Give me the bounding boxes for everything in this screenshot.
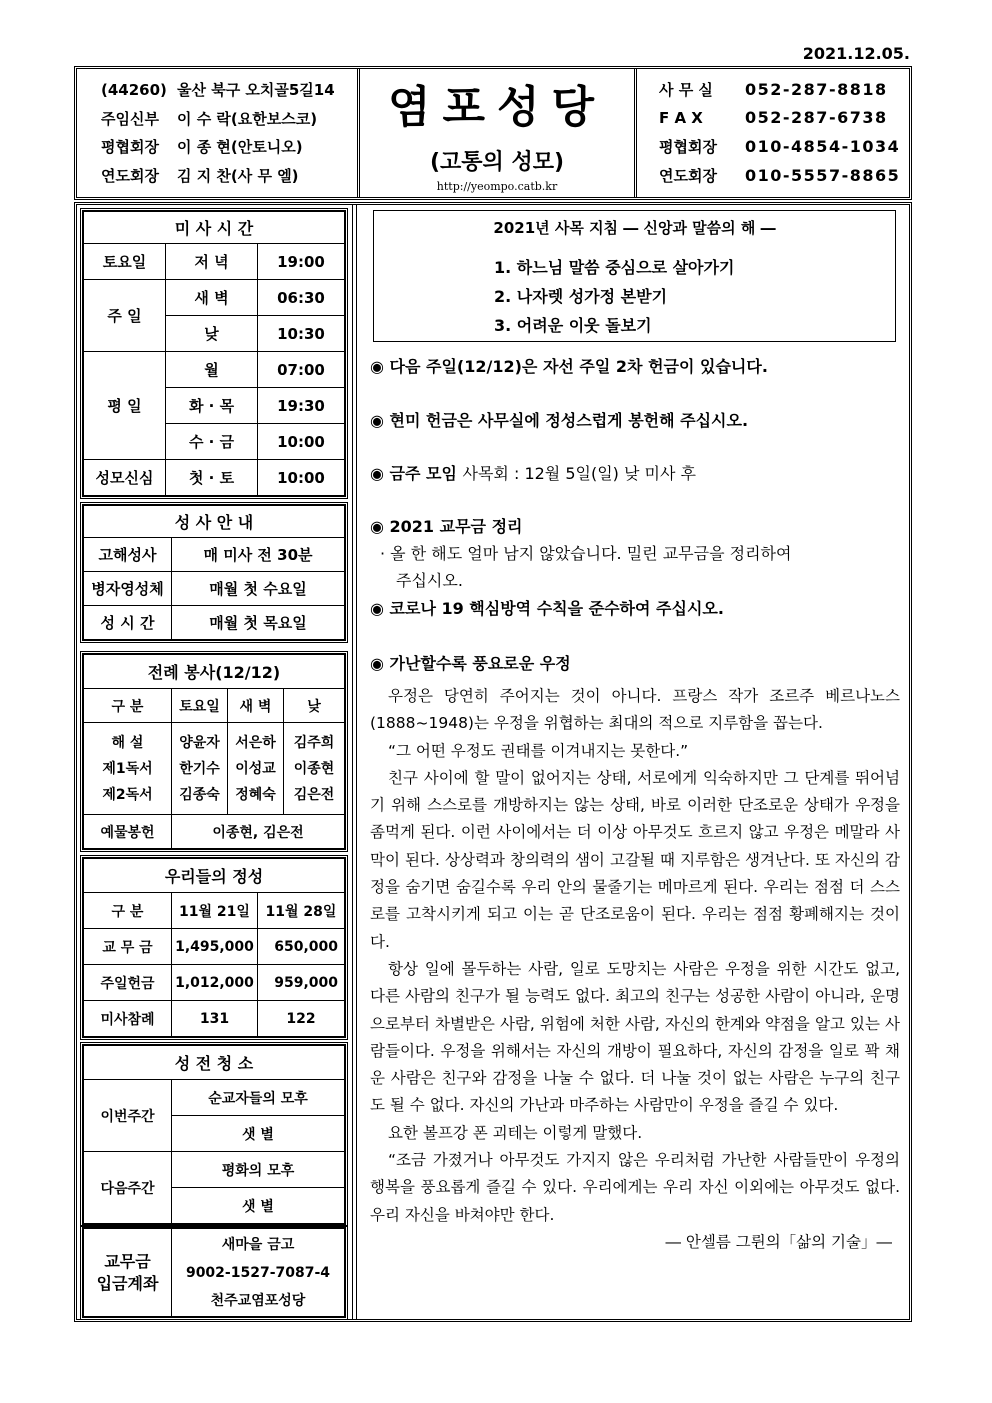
parish-title: 염포성당	[387, 82, 606, 133]
column-divider	[352, 205, 357, 1319]
sacrament-table	[83, 505, 345, 640]
parish-url[interactable]: http://yeompo.catb.kr	[436, 180, 558, 193]
mass-time: 19:00	[258, 244, 345, 280]
mass-day: 평 일	[84, 352, 166, 460]
server-name: 한기수	[179, 760, 220, 777]
mass-time: 10:00	[258, 424, 345, 460]
mass-times-table	[83, 211, 345, 496]
notice-text: 사목회 : 12월 5일(일) 낮 미사 후	[462, 464, 697, 483]
parish-info	[77, 69, 357, 197]
donation-label: 미사참례	[84, 1001, 172, 1037]
council-name: 이 종 현(안토니오)	[177, 138, 303, 156]
pastor-row	[101, 108, 357, 137]
week-label: 다음주간	[84, 1152, 172, 1224]
sacrament-label: 병자영성체	[84, 572, 172, 606]
essay-paragraph: 항상 일에 몰두하는 사람, 일로 도망치는 사람은 우정을 위한 시간도 없고, 다른 사람의 친구가 될 능력도 없다. 최고의 친구는 성공한 사람이 아니라, 운명으로부터 차별받은 사람, 위험에 처한 사람, 자신의 한계와 약점을 알고 있는 사람들이다. 우정을 위해서는 자신의 개방이 필요하다, 자신의 감정을 일로 꽉 채운 사람은 친구와 감정을 나눌 수 없다. 더 나눌 것이 없는 사람은 누구의 친구도 될 수 없다. 자신의 가난과 마주하는 사람만이 우정을 즐길 수 있다.	[370, 959, 900, 1115]
account-label-line: 교무금	[104, 1251, 151, 1271]
cleaning-table	[83, 1045, 345, 1224]
liturgy-noon	[284, 723, 345, 815]
cleaning-group: 평화의 모후	[172, 1152, 345, 1188]
donation-box	[80, 855, 348, 1040]
notice-text: · 올 한 해도 얼마 남지 않았습니다. 밀린 교무금을 정리하여	[380, 544, 792, 563]
account-label	[84, 1229, 172, 1317]
contact-label: 사 무 실	[659, 81, 713, 99]
account-box	[80, 1225, 348, 1320]
donation-label: 교 무 금	[84, 929, 172, 965]
sacrament-box	[80, 502, 348, 643]
notice-item: ◉ 다음 주일(12/12)은 자선 주일 2차 헌금이 있습니다.	[370, 357, 768, 376]
mass-slot: 수 · 금	[166, 424, 258, 460]
role-label: 제2독서	[102, 786, 153, 803]
postal-code: (44260)	[101, 81, 167, 99]
mass-slot: 화 · 목	[166, 388, 258, 424]
account-label-line: 입금계좌	[96, 1273, 159, 1293]
sacrament-label: 고해성사	[84, 538, 172, 572]
essay-paragraph: 친구 사이에 할 말이 없어지는 상태, 서로에게 익숙하지만 그 단계를 뛰어넘기 위해 스스로를 개방하지는 않는 상태, 바로 이러한 단조로운 상태가 우정을 좀먹게 된다. 이런 사이에서는 더 이상 아무것도 흐르지 않고 우정은 메말라 사막이 된다. 상상력과 창의력의 샘이 고갈될 때 지루함은 생겨난다. 또 자신의 감정을 숨기면 숨길수록 우리 안의 물줄기는 메마르게 된다. 우리는 점점 더 스스로를 고착시키게 되고 이는 곧 단조로움이 된다. 우리는 점점 황폐해지는 것이다.	[370, 768, 900, 951]
cleaning-group: 샛 별	[172, 1116, 345, 1152]
donation-value: 122	[258, 1001, 345, 1037]
donation-header: 11월 28일	[258, 893, 345, 929]
contact-label: 평협회장	[659, 138, 717, 156]
mass-slot: 저 녁	[166, 244, 258, 280]
cleaning-box	[80, 1042, 348, 1227]
header	[74, 66, 912, 200]
liturgy-header: 낮	[284, 689, 345, 723]
server-name: 정혜숙	[235, 786, 276, 803]
liturgy-header: 구 분	[84, 689, 172, 723]
cleaning-title: 성 전 청 소	[84, 1046, 345, 1080]
liturgy-box	[80, 651, 348, 852]
address-row	[101, 79, 357, 108]
masthead	[357, 69, 637, 197]
donation-value: 959,000	[258, 965, 345, 1001]
mass-time: 10:30	[258, 316, 345, 352]
mass-slot: 월	[166, 352, 258, 388]
server-name: 이성교	[235, 760, 276, 777]
contact-number: 010-4854-1034	[745, 137, 901, 156]
pastor-label: 주임신부	[101, 109, 159, 128]
mass-time: 10:00	[258, 460, 345, 496]
donation-value: 131	[172, 1001, 258, 1037]
account-number: 9002-1527-7087-4	[185, 1264, 331, 1281]
mass-day: 토요일	[84, 244, 166, 280]
contact-office	[659, 79, 909, 108]
account-table	[83, 1228, 345, 1317]
essay-quote: “그 어떤 우정도 권태를 이겨내지는 못한다.”	[388, 741, 689, 760]
address: 울산 북구 오치골5길14	[177, 81, 335, 99]
contact-label: F A X	[659, 108, 703, 127]
mass-time: 07:00	[258, 352, 345, 388]
liturgy-table	[83, 654, 345, 849]
server-name: 이종현	[293, 760, 335, 777]
policy-item: 1. 하느님 말씀 중심으로 살아가기	[494, 258, 735, 277]
notice-item	[370, 461, 696, 484]
mass-slot: 새 벽	[166, 280, 258, 316]
donation-value: 1,495,000	[172, 929, 258, 965]
contact-number: 052-287-6738	[745, 107, 888, 127]
pastoral-policy-box	[373, 210, 896, 342]
donation-value: 1,012,000	[172, 965, 258, 1001]
policy-item: 3. 어려운 이웃 돌보기	[494, 316, 652, 335]
liturgy-title: 전례 봉사(12/12)	[84, 655, 345, 689]
role-label: 해 설	[111, 734, 144, 751]
contact-council	[659, 136, 909, 165]
notice-heading: ◉ 금주 모임	[370, 464, 457, 483]
liturgy-header: 새 벽	[228, 689, 284, 723]
essay-quote: “조금 가졌거나 아무것도 가지지 않은 우리처럼 가난한 사람들만이 우정의 행복을 풍요롭게 즐길 수 있다. 우리에게는 우리 자신 이외에는 아무것도 없다. 우리 자신을 바쳐야만 한다.	[370, 1151, 900, 1224]
server-name: 김종숙	[179, 786, 220, 803]
contacts	[637, 69, 909, 197]
essay-body	[370, 683, 900, 1256]
mass-slot: 낮	[166, 316, 258, 352]
sacrament-value: 매월 첫 목요일	[172, 606, 345, 640]
parish-subtitle: (고통의 성모)	[429, 150, 565, 175]
sacrament-title: 성 사 안 내	[84, 506, 345, 538]
contact-prayer	[659, 165, 909, 194]
mass-day: 주 일	[84, 280, 166, 352]
policy-title: 2021년 사목 지침 ― 신앙과 말씀의 해 ―	[493, 219, 776, 237]
contact-label: 연도회장	[659, 166, 717, 185]
role-label: 제1독서	[102, 760, 153, 777]
server-name: 김주희	[293, 734, 335, 751]
contact-number: 052-287-8818	[745, 80, 888, 99]
mass-day: 성모신심	[84, 460, 166, 496]
liturgy-header: 토요일	[172, 689, 228, 723]
prayer-label: 연도회장	[101, 166, 159, 185]
mass-time: 06:30	[258, 280, 345, 316]
account-holder: 천주교염포성당	[210, 1292, 306, 1309]
contact-number: 010-5557-8865	[745, 165, 901, 185]
council-row	[101, 136, 357, 165]
bank-name: 새마을 금고	[221, 1236, 295, 1253]
donation-header: 구 분	[84, 893, 172, 929]
notice-item: ◉ 2021 교무금 정리	[370, 517, 523, 536]
mass-time: 19:30	[258, 388, 345, 424]
donation-label: 주일헌금	[84, 965, 172, 1001]
essay-paragraph: 우정은 당연히 주어지는 것이 아니다. 프랑스 작가 조르주 베르나노스(1888~1948)는 우정을 위협하는 최대의 적으로 지루함을 꼽는다.	[370, 687, 900, 733]
prayer-row	[101, 165, 357, 194]
council-label: 평협회장	[101, 138, 159, 156]
sacrament-value: 매 미사 전 30분	[172, 538, 345, 572]
notice-item: ◉ 코로나 19 핵심방역 수칙을 준수하여 주십시오.	[370, 599, 724, 618]
cleaning-group: 샛 별	[172, 1188, 345, 1224]
cleaning-group: 순교자들의 모후	[172, 1080, 345, 1116]
server-name: 양윤자	[179, 734, 220, 751]
offering-value: 이종현, 김은전	[172, 815, 345, 849]
week-label: 이번주간	[84, 1080, 172, 1152]
liturgy-roles	[84, 723, 172, 815]
notice-item: ◉ 현미 헌금은 사무실에 정성스럽게 봉헌해 주십시오.	[370, 411, 749, 430]
server-name: 김은전	[293, 786, 335, 803]
sacrament-label: 성 시 간	[84, 606, 172, 640]
essay-source: ― 안셀름 그륀의「삶의 기술」―	[665, 1232, 892, 1251]
mass-times-box	[80, 208, 348, 499]
issue-date: 2021.12.05.	[802, 44, 910, 63]
donation-value: 650,000	[258, 929, 345, 965]
pastor-name: 이 수 락(요한보스코)	[177, 109, 318, 128]
donation-title: 우리들의 정성	[84, 859, 345, 893]
essay-heading: ◉ 가난할수록 풍요로운 우정	[370, 654, 571, 673]
offering-label: 예물봉헌	[84, 815, 172, 849]
prayer-name: 김 지 찬(사 무 엘)	[177, 166, 299, 185]
policy-item: 2. 나자렛 성가정 본받기	[494, 287, 668, 306]
essay-paragraph: 요한 볼프강 폰 괴테는 이렇게 말했다.	[388, 1123, 643, 1142]
mass-slot: 첫 · 토	[166, 460, 258, 496]
liturgy-dawn	[228, 723, 284, 815]
contact-fax	[659, 108, 909, 137]
server-name: 서은하	[235, 734, 276, 751]
notice-text: 주십시오.	[396, 571, 463, 590]
mass-times-title: 미 사 시 간	[84, 212, 345, 244]
account-info	[172, 1229, 345, 1317]
donation-table	[83, 858, 345, 1037]
sacrament-value: 매월 첫 수요일	[172, 572, 345, 606]
liturgy-sat	[172, 723, 228, 815]
donation-header: 11월 21일	[172, 893, 258, 929]
